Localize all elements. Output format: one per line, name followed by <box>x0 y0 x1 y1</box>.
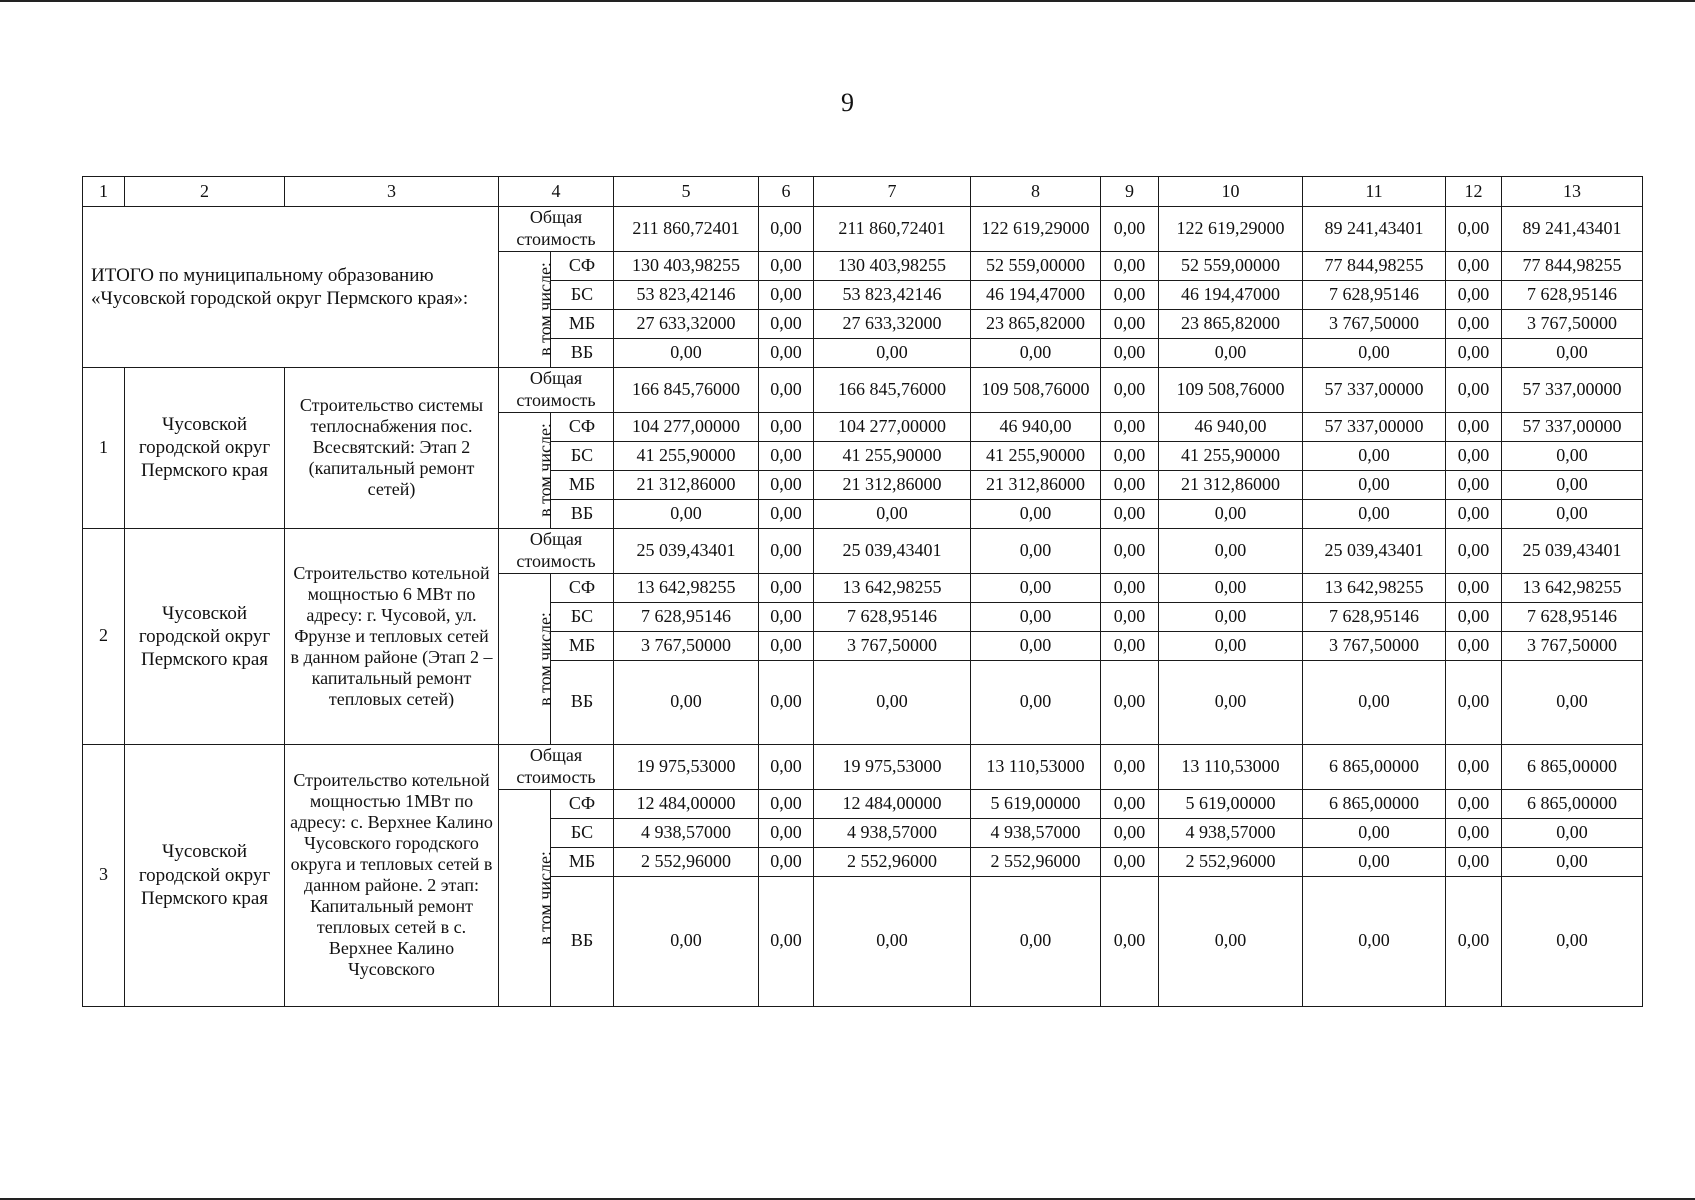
value-cell: 3 767,50000 <box>1502 631 1643 660</box>
total-value-cell: 19 975,53000 <box>614 744 759 789</box>
value-cell: 21 312,86000 <box>814 470 971 499</box>
value-cell: 2 552,96000 <box>614 847 759 876</box>
value-cell: 0,00 <box>1303 441 1446 470</box>
value-cell: 0,00 <box>1159 876 1303 1006</box>
value-cell: 7 628,95146 <box>1303 602 1446 631</box>
value-cell: 0,00 <box>1446 631 1502 660</box>
value-cell: 0,00 <box>614 499 759 528</box>
value-cell: 3 767,50000 <box>1303 631 1446 660</box>
funding-code: МБ <box>551 631 614 660</box>
total-value-cell: 89 241,43401 <box>1303 207 1446 252</box>
total-value-cell: 122 619,29000 <box>971 207 1101 252</box>
value-cell: 41 255,90000 <box>614 441 759 470</box>
value-cell: 130 403,98255 <box>614 251 759 280</box>
total-value-cell: 0,00 <box>759 207 814 252</box>
in-that-number-label: в том числе: <box>534 850 555 945</box>
value-cell: 0,00 <box>814 876 971 1006</box>
value-cell: 3 767,50000 <box>1502 309 1643 338</box>
total-value-cell: 0,00 <box>759 744 814 789</box>
total-value-cell: 0,00 <box>1101 744 1159 789</box>
total-value-cell: 25 039,43401 <box>614 528 759 573</box>
value-cell: 0,00 <box>1101 876 1159 1006</box>
total-value-cell: 0,00 <box>759 367 814 412</box>
value-cell: 0,00 <box>1303 470 1446 499</box>
total-value-cell: 0,00 <box>1446 528 1502 573</box>
value-cell: 0,00 <box>1159 631 1303 660</box>
value-cell: 0,00 <box>759 309 814 338</box>
value-cell: 0,00 <box>971 499 1101 528</box>
value-cell: 0,00 <box>1303 499 1446 528</box>
value-cell: 7 628,95146 <box>614 602 759 631</box>
funding-code: СФ <box>551 573 614 602</box>
in-that-number-label: в том числе: <box>534 423 555 518</box>
value-cell: 0,00 <box>759 470 814 499</box>
funding-code: СФ <box>551 251 614 280</box>
project-description: Строительство котельной мощностью 6 МВт по адресу: г. Чусовой, ул. Фрунзе и тепловых сетей в данном районе (Этап 2 – капитальный ремонт тепловых сетей) <box>285 528 499 744</box>
header-cell: 5 <box>614 177 759 207</box>
value-cell: 53 823,42146 <box>814 280 971 309</box>
total-value-cell: 89 241,43401 <box>1502 207 1643 252</box>
value-cell: 6 865,00000 <box>1303 789 1446 818</box>
value-cell: 4 938,57000 <box>1159 818 1303 847</box>
total-cost-label: Общая стоимость <box>499 207 614 252</box>
value-cell: 0,00 <box>814 338 971 367</box>
total-cost-row <box>83 207 1643 252</box>
value-cell: 0,00 <box>1446 441 1502 470</box>
value-cell: 0,00 <box>759 412 814 441</box>
total-value-cell: 166 845,76000 <box>614 367 759 412</box>
value-cell: 0,00 <box>759 441 814 470</box>
header-cell: 8 <box>971 177 1101 207</box>
value-cell: 0,00 <box>759 602 814 631</box>
value-cell: 0,00 <box>759 876 814 1006</box>
value-cell: 23 865,82000 <box>1159 309 1303 338</box>
value-cell: 0,00 <box>1446 573 1502 602</box>
scan-edge-top <box>0 0 1695 2</box>
value-cell: 0,00 <box>1303 876 1446 1006</box>
value-cell: 4 938,57000 <box>971 818 1101 847</box>
value-cell: 0,00 <box>1101 847 1159 876</box>
total-value-cell: 25 039,43401 <box>1303 528 1446 573</box>
header-cell: 9 <box>1101 177 1159 207</box>
value-cell: 0,00 <box>971 660 1101 744</box>
value-cell: 2 552,96000 <box>814 847 971 876</box>
value-cell: 0,00 <box>1101 602 1159 631</box>
value-cell: 0,00 <box>1502 470 1643 499</box>
in-that-number-label: в том числе: <box>534 611 555 706</box>
total-value-cell: 6 865,00000 <box>1303 744 1446 789</box>
total-value-cell: 19 975,53000 <box>814 744 971 789</box>
value-cell: 57 337,00000 <box>1303 412 1446 441</box>
funding-code: ВБ <box>551 660 614 744</box>
value-cell: 21 312,86000 <box>1159 470 1303 499</box>
value-cell: 5 619,00000 <box>1159 789 1303 818</box>
value-cell: 104 277,00000 <box>814 412 971 441</box>
value-cell: 0,00 <box>1446 876 1502 1006</box>
value-cell: 0,00 <box>1502 338 1643 367</box>
value-cell: 0,00 <box>759 251 814 280</box>
total-value-cell: 0,00 <box>971 528 1101 573</box>
total-cost-label: Общая стоимость <box>499 528 614 573</box>
header-cell: 12 <box>1446 177 1502 207</box>
value-cell: 0,00 <box>1101 499 1159 528</box>
value-cell: 46 940,00 <box>971 412 1101 441</box>
value-cell: 13 642,98255 <box>814 573 971 602</box>
in-that-number-label: в том числе: <box>534 262 555 357</box>
value-cell: 0,00 <box>971 338 1101 367</box>
header-cell: 3 <box>285 177 499 207</box>
total-cost-row <box>83 744 1643 789</box>
funding-code: МБ <box>551 470 614 499</box>
in-that-number-cell <box>499 251 555 367</box>
value-cell: 0,00 <box>759 660 814 744</box>
value-cell: 0,00 <box>1446 280 1502 309</box>
total-value-cell: 0,00 <box>1446 207 1502 252</box>
value-cell: 41 255,90000 <box>814 441 971 470</box>
project-description: Строительство котельной мощностью 1МВт по адресу: с. Верхнее Калино Чусовского городского округа и тепловых сетей в данном районе. 2 этап: Капитальный ремонт тепловых сетей в с. Верхнее Калино Чусовского <box>285 744 499 1006</box>
value-cell: 21 312,86000 <box>971 470 1101 499</box>
value-cell: 0,00 <box>1101 660 1159 744</box>
header-cell: 1 <box>83 177 125 207</box>
value-cell: 0,00 <box>1101 789 1159 818</box>
total-cost-row <box>83 367 1643 412</box>
header-row <box>83 177 1643 207</box>
value-cell: 0,00 <box>1303 338 1446 367</box>
value-cell: 21 312,86000 <box>614 470 759 499</box>
value-cell: 0,00 <box>1502 441 1643 470</box>
total-value-cell: 0,00 <box>1446 367 1502 412</box>
value-cell: 13 642,98255 <box>614 573 759 602</box>
value-cell: 52 559,00000 <box>971 251 1101 280</box>
total-value-cell: 0,00 <box>1101 207 1159 252</box>
value-cell: 0,00 <box>1502 499 1643 528</box>
value-cell: 0,00 <box>1159 602 1303 631</box>
value-cell: 0,00 <box>814 499 971 528</box>
value-cell: 4 938,57000 <box>614 818 759 847</box>
value-cell: 0,00 <box>971 573 1101 602</box>
value-cell: 0,00 <box>1446 789 1502 818</box>
value-cell: 0,00 <box>1446 499 1502 528</box>
value-cell: 0,00 <box>1446 251 1502 280</box>
value-cell: 7 628,95146 <box>1502 602 1643 631</box>
header-cell: 4 <box>499 177 614 207</box>
value-cell: 7 628,95146 <box>1502 280 1643 309</box>
total-value-cell: 122 619,29000 <box>1159 207 1303 252</box>
total-value-cell: 109 508,76000 <box>971 367 1101 412</box>
value-cell: 23 865,82000 <box>971 309 1101 338</box>
row-number: 3 <box>83 744 125 1006</box>
value-cell: 0,00 <box>1446 338 1502 367</box>
funding-code: СФ <box>551 412 614 441</box>
header-cell: 6 <box>759 177 814 207</box>
row-number: 2 <box>83 528 125 744</box>
value-cell: 0,00 <box>1159 338 1303 367</box>
value-cell: 0,00 <box>1159 499 1303 528</box>
value-cell: 0,00 <box>1446 847 1502 876</box>
funding-code: БС <box>551 441 614 470</box>
value-cell: 46 194,47000 <box>971 280 1101 309</box>
funding-code: СФ <box>551 789 614 818</box>
total-cost-label: Общая стоимость <box>499 367 614 412</box>
value-cell: 0,00 <box>971 602 1101 631</box>
value-cell: 77 844,98255 <box>1303 251 1446 280</box>
total-value-cell: 211 860,72401 <box>614 207 759 252</box>
value-cell: 12 484,00000 <box>614 789 759 818</box>
funding-code: БС <box>551 280 614 309</box>
value-cell: 0,00 <box>759 789 814 818</box>
value-cell: 46 194,47000 <box>1159 280 1303 309</box>
value-cell: 2 552,96000 <box>1159 847 1303 876</box>
municipality-name: Чусовской городской округ Пермского края <box>125 744 285 1006</box>
value-cell: 0,00 <box>1101 251 1159 280</box>
total-value-cell: 166 845,76000 <box>814 367 971 412</box>
value-cell: 130 403,98255 <box>814 251 971 280</box>
value-cell: 0,00 <box>759 499 814 528</box>
value-cell: 0,00 <box>614 660 759 744</box>
funding-code: МБ <box>551 309 614 338</box>
total-value-cell: 211 860,72401 <box>814 207 971 252</box>
value-cell: 0,00 <box>1101 309 1159 338</box>
value-cell: 0,00 <box>1101 412 1159 441</box>
value-cell: 0,00 <box>814 660 971 744</box>
total-cost-row <box>83 528 1643 573</box>
value-cell: 0,00 <box>1446 470 1502 499</box>
total-value-cell: 0,00 <box>1101 367 1159 412</box>
funding-code: БС <box>551 818 614 847</box>
value-cell: 0,00 <box>971 876 1101 1006</box>
value-cell: 77 844,98255 <box>1502 251 1643 280</box>
value-cell: 0,00 <box>1446 309 1502 338</box>
funding-code: ВБ <box>551 499 614 528</box>
value-cell: 13 642,98255 <box>1303 573 1446 602</box>
value-cell: 3 767,50000 <box>1303 309 1446 338</box>
value-cell: 0,00 <box>1446 818 1502 847</box>
value-cell: 5 619,00000 <box>971 789 1101 818</box>
total-value-cell: 109 508,76000 <box>1159 367 1303 412</box>
value-cell: 3 767,50000 <box>614 631 759 660</box>
total-value-cell: 0,00 <box>1446 744 1502 789</box>
funding-code: МБ <box>551 847 614 876</box>
value-cell: 7 628,95146 <box>1303 280 1446 309</box>
value-cell: 0,00 <box>1502 818 1643 847</box>
value-cell: 0,00 <box>1446 412 1502 441</box>
value-cell: 53 823,42146 <box>614 280 759 309</box>
funding-code: ВБ <box>551 338 614 367</box>
value-cell: 0,00 <box>1159 573 1303 602</box>
total-value-cell: 0,00 <box>1159 528 1303 573</box>
in-that-number-cell <box>499 789 555 1006</box>
value-cell: 46 940,00 <box>1159 412 1303 441</box>
total-value-cell: 0,00 <box>759 528 814 573</box>
value-cell: 0,00 <box>1101 470 1159 499</box>
value-cell: 41 255,90000 <box>971 441 1101 470</box>
value-cell: 0,00 <box>1303 847 1446 876</box>
value-cell: 0,00 <box>759 631 814 660</box>
value-cell: 0,00 <box>1101 573 1159 602</box>
funding-code: ВБ <box>551 876 614 1006</box>
value-cell: 0,00 <box>759 280 814 309</box>
value-cell: 0,00 <box>614 876 759 1006</box>
header-cell: 2 <box>125 177 285 207</box>
grand-total-label: ИТОГО по муниципальному образованию «Чусовской городской округ Пермского края»: <box>83 207 499 368</box>
value-cell: 0,00 <box>1101 280 1159 309</box>
in-that-number-cell <box>499 412 555 528</box>
header-cell: 7 <box>814 177 971 207</box>
value-cell: 0,00 <box>759 573 814 602</box>
value-cell: 0,00 <box>1502 660 1643 744</box>
budget-table <box>82 176 1643 1007</box>
total-value-cell: 25 039,43401 <box>814 528 971 573</box>
value-cell: 12 484,00000 <box>814 789 971 818</box>
value-cell: 0,00 <box>1101 338 1159 367</box>
project-description: Строительство системы теплоснабжения пос. Всесвятский: Этап 2 (капитальный ремонт сетей) <box>285 367 499 528</box>
value-cell: 27 633,32000 <box>614 309 759 338</box>
value-cell: 57 337,00000 <box>1502 412 1643 441</box>
value-cell: 0,00 <box>1446 602 1502 631</box>
value-cell: 0,00 <box>1101 631 1159 660</box>
value-cell: 0,00 <box>759 847 814 876</box>
in-that-number-cell <box>499 573 555 744</box>
value-cell: 0,00 <box>1303 818 1446 847</box>
value-cell: 0,00 <box>971 631 1101 660</box>
total-value-cell: 0,00 <box>1101 528 1159 573</box>
total-value-cell: 13 110,53000 <box>971 744 1101 789</box>
table-body <box>83 177 1643 1007</box>
value-cell: 7 628,95146 <box>814 602 971 631</box>
funding-code: БС <box>551 602 614 631</box>
value-cell: 0,00 <box>614 338 759 367</box>
value-cell: 0,00 <box>1502 847 1643 876</box>
value-cell: 41 255,90000 <box>1159 441 1303 470</box>
value-cell: 0,00 <box>1446 660 1502 744</box>
header-cell: 11 <box>1303 177 1446 207</box>
value-cell: 27 633,32000 <box>814 309 971 338</box>
value-cell: 0,00 <box>1502 876 1643 1006</box>
value-cell: 0,00 <box>1101 818 1159 847</box>
total-value-cell: 57 337,00000 <box>1502 367 1643 412</box>
total-value-cell: 57 337,00000 <box>1303 367 1446 412</box>
total-value-cell: 13 110,53000 <box>1159 744 1303 789</box>
value-cell: 0,00 <box>1303 660 1446 744</box>
municipality-name: Чусовской городской округ Пермского края <box>125 367 285 528</box>
value-cell: 3 767,50000 <box>814 631 971 660</box>
header-cell: 10 <box>1159 177 1303 207</box>
value-cell: 104 277,00000 <box>614 412 759 441</box>
value-cell: 0,00 <box>759 338 814 367</box>
header-cell: 13 <box>1502 177 1643 207</box>
value-cell: 4 938,57000 <box>814 818 971 847</box>
value-cell: 52 559,00000 <box>1159 251 1303 280</box>
municipality-name: Чусовской городской округ Пермского края <box>125 528 285 744</box>
page-number: 9 <box>841 88 854 117</box>
value-cell: 6 865,00000 <box>1502 789 1643 818</box>
value-cell: 2 552,96000 <box>971 847 1101 876</box>
value-cell: 0,00 <box>1101 441 1159 470</box>
total-value-cell: 25 039,43401 <box>1502 528 1643 573</box>
value-cell: 0,00 <box>1159 660 1303 744</box>
row-number: 1 <box>83 367 125 528</box>
value-cell: 0,00 <box>759 818 814 847</box>
value-cell: 13 642,98255 <box>1502 573 1643 602</box>
total-cost-label: Общая стоимость <box>499 744 614 789</box>
total-value-cell: 6 865,00000 <box>1502 744 1643 789</box>
